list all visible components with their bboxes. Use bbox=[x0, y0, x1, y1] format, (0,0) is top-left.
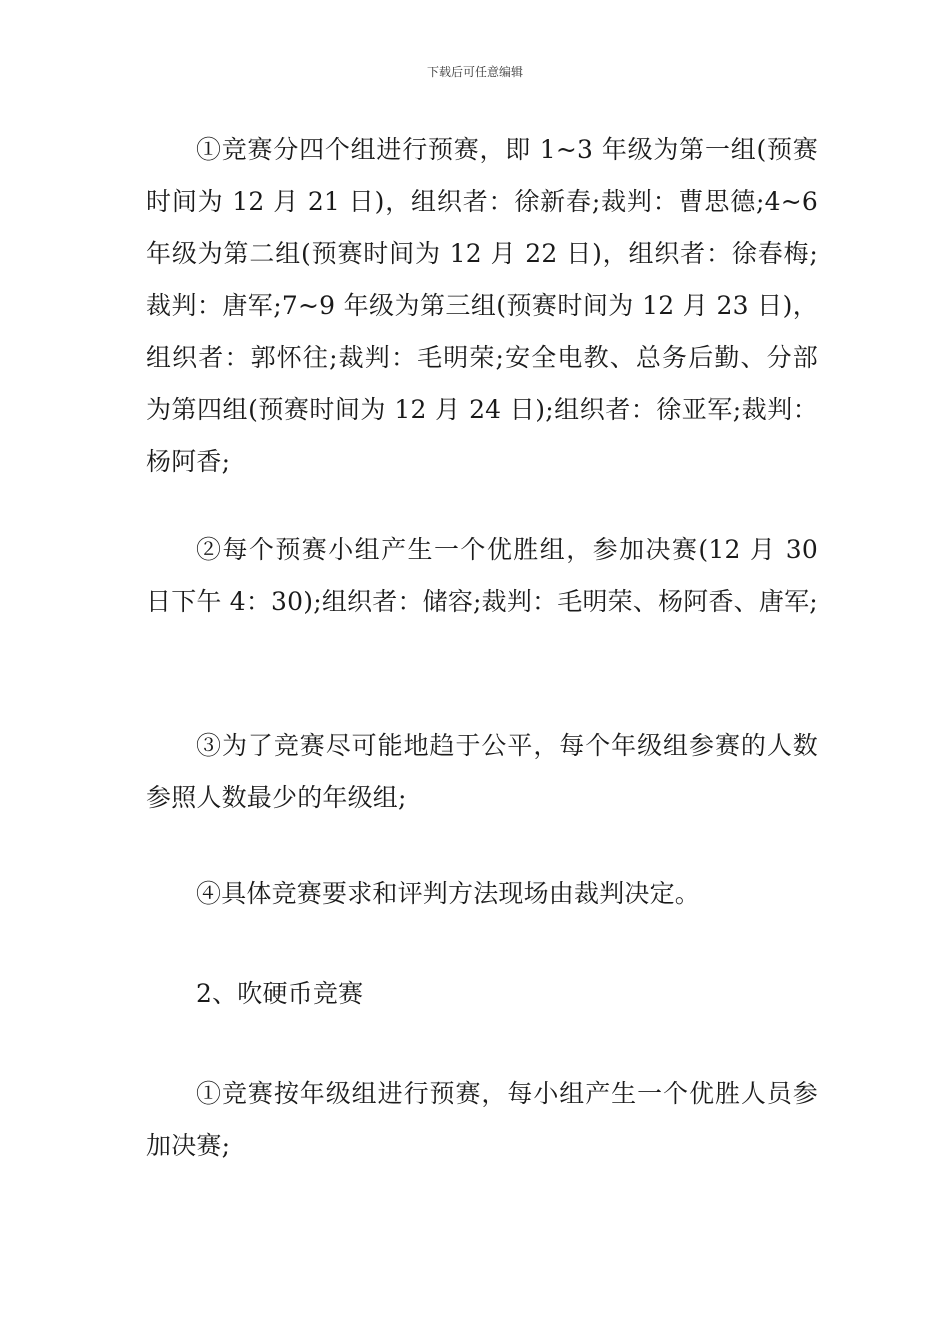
paragraph-text: ④具体竞赛要求和评判方法现场由裁判决定。 bbox=[196, 879, 701, 908]
page-header-note: 下载后可任意编辑 bbox=[426, 65, 523, 79]
section-heading-text: 2、吹硬币竞赛 bbox=[196, 979, 364, 1008]
paragraph-text: ①竞赛分四个组进行预赛，即 1~3 年级为第一组(预赛时间为 12 月 21 日)，组织者：徐新春;裁判：曹思德;4~6 年级为第二组(预赛时间为 12 月 22 日)，组织者：徐春梅;裁判：唐军;7~9 年级为第三组(预赛时间为 12 月 23 日)，组织者：郭怀往;裁判：毛明荣;安全电教、总务后勤、分部为第四组(预赛时间为 12 月 24 日);组织者：徐亚军;裁判：杨阿香; bbox=[146, 135, 818, 476]
paragraph-fairness bbox=[146, 720, 818, 824]
paragraph-text: ①竞赛按年级组进行预赛，每小组产生一个优胜人员参加决赛; bbox=[146, 1079, 818, 1160]
section-heading-coin-blowing bbox=[146, 968, 818, 1020]
paragraph-text: ②每个预赛小组产生一个优胜组，参加决赛(12 月 30 日下午 4：30);组织者：储容;裁判：毛明荣、杨阿香、唐军; bbox=[146, 535, 818, 616]
paragraph-text: ③为了竞赛尽可能地趋于公平，每个年级组参赛的人数参照人数最少的年级组; bbox=[146, 731, 818, 812]
paragraph-judging bbox=[146, 868, 818, 920]
paragraph-preliminary-groups bbox=[146, 124, 818, 488]
paragraph-coin-preliminary bbox=[146, 1068, 818, 1172]
paragraph-final bbox=[146, 524, 818, 628]
